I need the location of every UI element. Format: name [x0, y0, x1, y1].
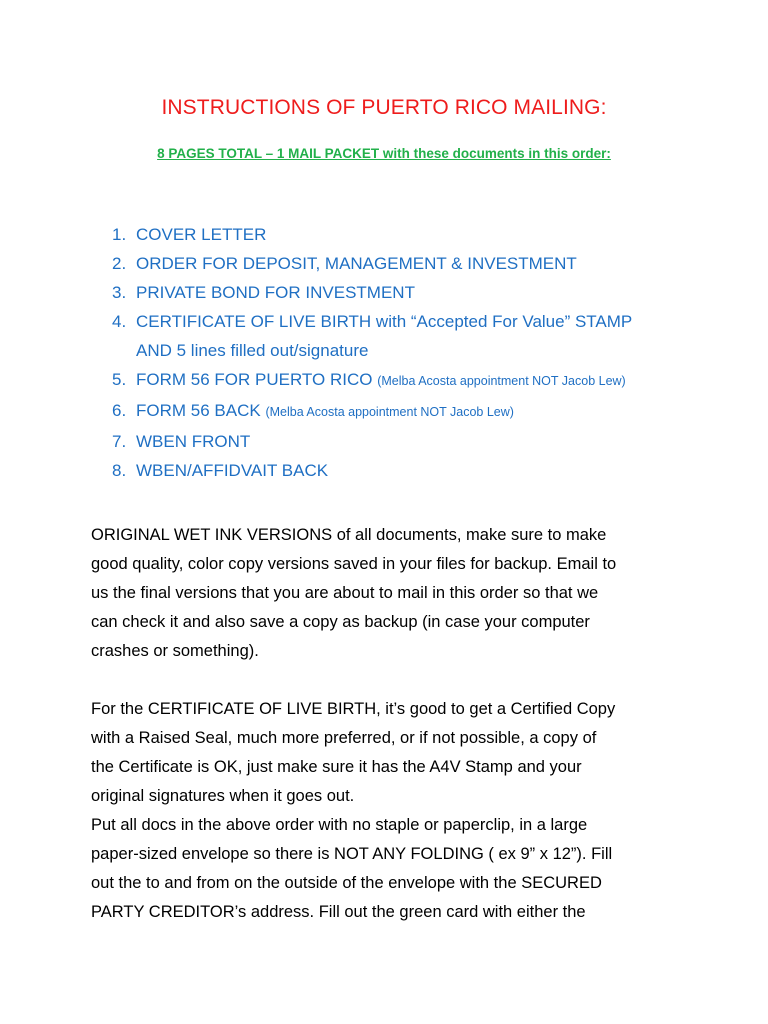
paragraph-wet-ink	[91, 521, 691, 666]
paragraph-line: Put all docs in the above order with no staple or paperclip, in a large	[91, 816, 588, 834]
list-item-text-continued: AND 5 lines filled out/signature	[136, 341, 369, 360]
list-item-note: (Melba Acosta appointment NOT Jacob Lew)	[265, 405, 514, 419]
paragraph-line: paper-sized envelope so there is NOT ANY FOLDING ( ex 9” x 12”). Fill	[91, 845, 613, 863]
list-item-note: (Melba Acosta appointment NOT Jacob Lew)	[377, 374, 626, 388]
list-item-number: 6.	[112, 401, 127, 420]
list-item-text: COVER LETTER	[136, 225, 267, 244]
list-item-text: CERTIFICATE OF LIVE BIRTH with “Accepted For Value” STAMP	[136, 312, 633, 331]
list-item-text: WBEN/AFFIDVAIT BACK	[136, 461, 329, 480]
paragraph-line: crashes or something).	[91, 642, 259, 660]
list-item-number: 8.	[112, 461, 127, 480]
paragraph-line: the Certificate is OK, just make sure it has the A4V Stamp and your	[91, 758, 582, 776]
list-item-text: ORDER FOR DEPOSIT, MANAGEMENT & INVESTMENT	[136, 254, 577, 273]
list-item-text: PRIVATE BOND FOR INVESTMENT	[136, 283, 415, 302]
paragraph-line: with a Raised Seal, much more preferred, or if not possible, a copy of	[91, 729, 597, 747]
list-item	[112, 396, 712, 427]
paragraph-line: can check it and also save a copy as backup (in case your computer	[91, 613, 590, 631]
list-item-number: 3.	[112, 283, 127, 302]
document-order-list	[112, 220, 712, 485]
list-item	[112, 249, 712, 278]
paragraph-line: good quality, color copy versions saved in your files for backup. Email to	[91, 555, 617, 573]
list-item	[112, 427, 712, 456]
paragraph-line: out the to and from on the outside of the envelope with the SECURED	[91, 874, 602, 892]
list-item-number: 5.	[112, 370, 127, 389]
list-item-number: 4.	[112, 312, 127, 331]
list-item-number: 2.	[112, 254, 127, 273]
list-item	[112, 456, 712, 485]
list-item-text: FORM 56 FOR PUERTO RICO	[136, 370, 373, 389]
list-item	[112, 365, 712, 396]
page-title: INSTRUCTIONS OF PUERTO RICO MAILING:	[161, 96, 607, 119]
list-item	[112, 278, 712, 307]
list-item-text: FORM 56 BACK	[136, 401, 261, 420]
page-subtitle: 8 PAGES TOTAL – 1 MAIL PACKET with these documents in this order:	[157, 146, 611, 161]
list-item	[112, 220, 712, 249]
paragraph-line: original signatures when it goes out.	[91, 787, 355, 805]
paragraph-certificate-instructions	[91, 695, 691, 927]
paragraph-line: PARTY CREDITOR’s address. Fill out the green card with either the	[91, 903, 586, 921]
list-item	[112, 307, 712, 365]
paragraph-line: ORIGINAL WET INK VERSIONS of all documents, make sure to make	[91, 526, 607, 544]
paragraph-line: For the CERTIFICATE OF LIVE BIRTH, it’s good to get a Certified Copy	[91, 700, 616, 718]
list-item-number: 7.	[112, 432, 127, 451]
paragraph-line: us the final versions that you are about to mail in this order so that we	[91, 584, 599, 602]
list-item-number: 1.	[112, 225, 127, 244]
list-item-text: WBEN FRONT	[136, 432, 251, 451]
